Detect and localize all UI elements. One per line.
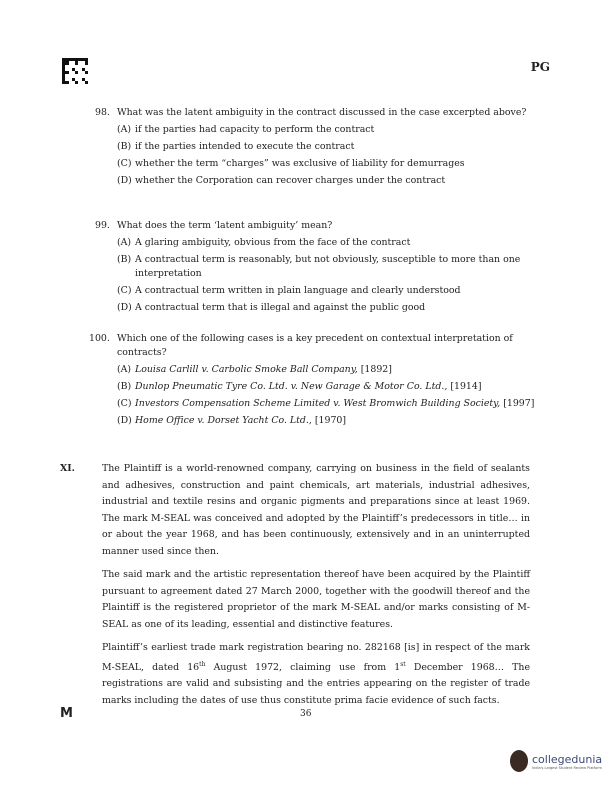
question-number: 99. xyxy=(95,220,110,231)
option-label: (C) xyxy=(117,398,132,409)
case-name: Investors Compensation Scheme Limited v. West Bromwich Building Society, xyxy=(135,398,501,409)
option-text: A contractual term that is illegal and against the public good xyxy=(135,302,426,313)
option-text: A glaring ambiguity, obvious from the face of the contract xyxy=(135,237,411,248)
option-text: whether the Corporation can recover charges under the contract xyxy=(135,175,446,186)
option-a xyxy=(117,236,535,250)
option-d xyxy=(117,301,535,315)
case-name: Louisa Carlill v. Carbolic Smoke Ball Company, xyxy=(135,364,358,375)
option-text: A contractual term is reasonably, but not obviously, susceptible to more than one interpretation xyxy=(135,254,521,279)
question-stem: Which one of the following cases is a key precedent on contextual interpretation of contracts? xyxy=(117,333,513,358)
option-text: A contractual term written in plain language and clearly understood xyxy=(135,285,461,296)
case-year: [1997] xyxy=(500,398,535,409)
option-d xyxy=(117,174,535,188)
case-year: [1892] xyxy=(357,364,392,375)
superscript: st xyxy=(400,660,406,668)
question-number: 100. xyxy=(89,333,110,344)
option-label: (A) xyxy=(117,124,132,135)
option-label: (D) xyxy=(117,415,132,426)
case-name: Home Office v. Dorset Yacht Co. Ltd., xyxy=(135,415,312,426)
passage-paragraph xyxy=(102,640,530,709)
option-b xyxy=(117,253,535,281)
mascot-icon xyxy=(510,750,528,772)
option-d xyxy=(117,414,535,428)
option-label: (B) xyxy=(117,141,132,152)
question-98 xyxy=(95,106,535,191)
option-a xyxy=(117,123,535,137)
text: Plaintiff’s earliest trade mark registration bearing no. 282168 [is] in respect of the mark M-SEAL, dated 16 xyxy=(102,642,530,673)
question-stem: What was the latent ambiguity in the contract discussed in the case excerpted above? xyxy=(117,107,527,118)
option-b xyxy=(117,140,535,154)
brand-name: collegedunia xyxy=(532,752,603,766)
option-label: (B) xyxy=(117,381,132,392)
collegedunia-logo xyxy=(510,750,602,772)
option-text: if the parties had capacity to perform the contract xyxy=(135,124,375,135)
option-text: whether the term “charges” was exclusive of liability for demurrages xyxy=(135,158,465,169)
question-100 xyxy=(89,332,535,431)
section-heading: XI. xyxy=(60,463,75,474)
option-label: (C) xyxy=(117,285,132,296)
case-name: Dunlop Pneumatic Tyre Co. Ltd. v. New Garage & Motor Co. Ltd., xyxy=(135,381,448,392)
text: August 1972, claiming use from 1 xyxy=(205,661,401,673)
paper-code: PG xyxy=(530,60,550,74)
option-label: (C) xyxy=(117,158,132,169)
option-text: if the parties intended to execute the contract xyxy=(135,141,355,152)
page-number: 36 xyxy=(300,709,312,719)
superscript: th xyxy=(199,660,206,668)
option-label: (A) xyxy=(117,364,132,375)
passage-paragraph: The said mark and the artistic representation thereof have been acquired by the Plaintiff pursuant to agreement dated 27 March 2000, together with the goodwill thereof and the Plaintiff is the registered proprietor of the mark M-SEAL and/or marks consisting of M-SEAL as one of its leading, essential and distinctive features. xyxy=(102,569,530,630)
option-c xyxy=(117,284,535,298)
option-label: (B) xyxy=(117,254,132,265)
section-xi xyxy=(60,461,530,716)
barcode-icon xyxy=(62,58,88,84)
series-code: M xyxy=(60,706,73,721)
question-stem: What does the term ‘latent ambiguity’ mean? xyxy=(117,220,333,231)
case-year: [1970] xyxy=(311,415,347,426)
option-c xyxy=(117,397,535,411)
question-99 xyxy=(95,219,535,318)
option-b xyxy=(117,380,535,394)
case-year: [1914] xyxy=(447,381,482,392)
option-label: (D) xyxy=(117,175,132,186)
question-number: 98. xyxy=(95,107,110,118)
brand-tagline: India's Largest Student Review Platform xyxy=(532,765,602,770)
text: December 1968… The registrations are valid and subsisting and the entries appearing on the register of trade marks including the dates of use thus constitute prima facie evidence of such facts. xyxy=(102,661,531,706)
option-label: (D) xyxy=(117,302,132,313)
passage-paragraph: The Plaintiff is a world-renowned company, carrying on business in the field of sealants and adhesives, construction and paint chemicals, art materials, industrial adhesives, industrial and textile resins and organic pigments and preparations since at least 1969. The mark M-SEAL was conceived and adopted by the Plaintiff’s predecessors in title… in or about the year 1968, and has been continuously, extensively and in an uninterrupted manner used since then. xyxy=(102,463,530,557)
option-label: (A) xyxy=(117,237,132,248)
option-a xyxy=(117,363,535,377)
option-c xyxy=(117,157,535,171)
